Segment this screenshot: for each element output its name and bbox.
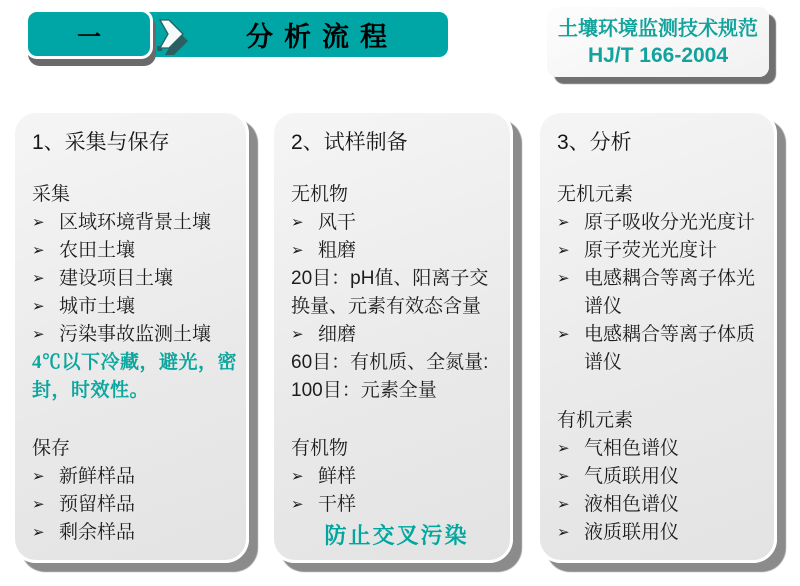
bullet-text: 鲜样 bbox=[318, 466, 357, 487]
detail-text: 100目：元素全量 bbox=[291, 380, 437, 401]
bullet-item bbox=[557, 321, 766, 377]
arrow-bullet-icon: ➢ bbox=[557, 214, 570, 231]
arrow-bullet-icon: ➢ bbox=[32, 214, 45, 231]
bullet-item bbox=[291, 463, 502, 491]
reference-badge bbox=[547, 7, 769, 77]
bullet-text: 粗磨 bbox=[318, 240, 357, 261]
bullet-text: 气相色谱仪 bbox=[584, 438, 680, 459]
arrow-bullet-icon: ➢ bbox=[32, 496, 45, 513]
arrow-bullet-icon: ➢ bbox=[291, 214, 304, 231]
bullet-item bbox=[557, 519, 766, 547]
arrow-bullet-icon: ➢ bbox=[32, 270, 45, 287]
arrow-bullet-icon: ➢ bbox=[557, 496, 570, 513]
spacer bbox=[32, 405, 238, 435]
arrow-bullet-icon: ➢ bbox=[291, 496, 304, 513]
reference-title: 土壤环境监测技术规范 bbox=[558, 17, 758, 40]
bullet-item bbox=[557, 463, 766, 491]
arrow-bullet-icon: ➢ bbox=[32, 242, 45, 259]
bullet-item bbox=[32, 519, 238, 547]
bullet-item bbox=[32, 209, 238, 237]
group-label: 无机元素 bbox=[557, 184, 634, 205]
group-label: 无机物 bbox=[291, 184, 349, 205]
group-label: 采集 bbox=[32, 184, 71, 205]
bullet-text: 电感耦合等离子体光谱仪 bbox=[584, 268, 756, 317]
arrow-bullet-icon: ➢ bbox=[32, 326, 45, 343]
arrow-bullet-icon: ➢ bbox=[557, 242, 570, 259]
bullet-text: 风干 bbox=[318, 212, 357, 233]
bullet-item bbox=[291, 321, 502, 349]
bullet-text: 干样 bbox=[318, 494, 357, 515]
bullet-item bbox=[32, 237, 238, 265]
bullet-text: 剩余样品 bbox=[59, 522, 136, 543]
bullet-text: 气质联用仪 bbox=[584, 466, 680, 487]
bullet-text: 农田土壤 bbox=[59, 240, 136, 261]
bullet-item bbox=[557, 209, 766, 237]
bullet-item bbox=[32, 491, 238, 519]
arrow-bullet-icon: ➢ bbox=[557, 524, 570, 541]
bullet-item bbox=[557, 491, 766, 519]
bullet-item bbox=[291, 237, 502, 265]
panel-title: 2、试样制备 bbox=[291, 131, 408, 154]
bullet-text: 预留样品 bbox=[59, 494, 136, 515]
arrow-bullet-icon: ➢ bbox=[32, 524, 45, 541]
panel-body bbox=[557, 181, 766, 548]
arrow-bullet-icon: ➢ bbox=[557, 468, 570, 485]
page-title: 分析流程 bbox=[246, 22, 398, 52]
spacer bbox=[557, 377, 766, 407]
section-number-box bbox=[25, 9, 153, 59]
spacer bbox=[291, 405, 502, 435]
bullet-item bbox=[557, 435, 766, 463]
bullet-item bbox=[557, 237, 766, 265]
group-label: 有机物 bbox=[291, 438, 349, 459]
bullet-text: 液相色谱仪 bbox=[584, 494, 680, 515]
arrow-bullet-icon: ➢ bbox=[291, 242, 304, 259]
bullet-text: 液质联用仪 bbox=[584, 522, 680, 543]
bullet-item bbox=[291, 491, 502, 519]
arrow-bullet-icon: ➢ bbox=[291, 468, 304, 485]
panel-body bbox=[32, 181, 238, 548]
bullet-text: 原子荧光光度计 bbox=[584, 240, 718, 261]
bullet-item bbox=[32, 321, 238, 349]
bullet-text: 细磨 bbox=[318, 324, 357, 345]
bullet-text: 电感耦合等离子体质谱仪 bbox=[584, 324, 756, 373]
arrow-bullet-icon: ➢ bbox=[291, 326, 304, 343]
bullet-text: 城市土壤 bbox=[59, 296, 136, 317]
cross-contamination-warning: 防止交叉污染 bbox=[324, 523, 469, 548]
bullet-text: 建设项目土壤 bbox=[59, 268, 174, 289]
arrow-bullet-icon: ➢ bbox=[557, 326, 570, 343]
arrow-bullet-icon: ➢ bbox=[32, 468, 45, 485]
detail-text: 20目：pH值、阳离子交换量、元素有效态含量 bbox=[291, 268, 489, 317]
bullet-item bbox=[291, 209, 502, 237]
arrow-bullet-icon: ➢ bbox=[557, 270, 570, 287]
section-number: 一 bbox=[77, 23, 101, 51]
bullet-item bbox=[32, 463, 238, 491]
bullet-text: 新鲜样品 bbox=[59, 466, 136, 487]
panel-analysis bbox=[537, 110, 777, 563]
panel-body bbox=[291, 181, 502, 519]
arrow-bullet-icon: ➢ bbox=[32, 298, 45, 315]
group-label: 有机元素 bbox=[557, 410, 634, 431]
panel-sample-preparation bbox=[271, 110, 513, 563]
arrow-bullet-icon: ➢ bbox=[557, 440, 570, 457]
reference-code: HJ/T 166-2004 bbox=[587, 43, 729, 67]
group-label: 保存 bbox=[32, 438, 71, 459]
bullet-item bbox=[32, 265, 238, 293]
bullet-item bbox=[32, 293, 238, 321]
double-chevron-right-icon bbox=[155, 15, 191, 57]
panel-collection-storage bbox=[12, 110, 249, 563]
panel-title: 3、分析 bbox=[557, 131, 632, 154]
bullet-item bbox=[557, 265, 766, 321]
panel-title: 1、采集与保存 bbox=[32, 131, 170, 154]
note-text: 4℃以下冷藏，避光，密封，时效性。 bbox=[32, 352, 238, 401]
bullet-text: 原子吸收分光光度计 bbox=[584, 212, 756, 233]
bullet-text: 区域环境背景土壤 bbox=[59, 212, 212, 233]
bullet-text: 污染事故监测土壤 bbox=[59, 324, 212, 345]
detail-text: 60目：有机质、全氮量: bbox=[291, 352, 489, 373]
